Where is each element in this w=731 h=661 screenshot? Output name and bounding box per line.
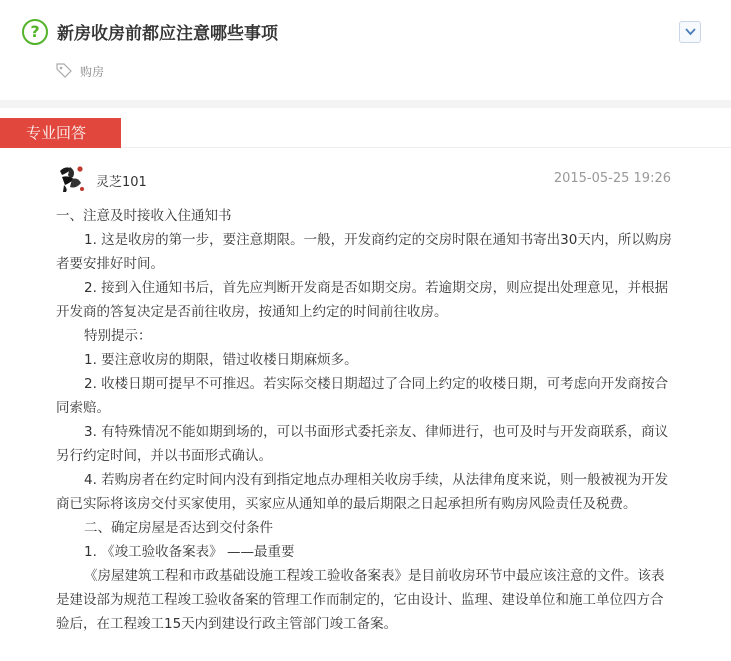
chevron-down-icon	[685, 28, 696, 36]
answer-paragraph: 《房屋建筑工程和市政基础设施工程竣工验收备案表》是目前收房环节中最应该注意的文件。该表是建设部为规范工程竣工验收备案的管理工作而制定的，它由设计、监理、建设单位和施工单位四方合验后，在工程竣工15天内到建设行政主管部门竣工备案。	[56, 568, 665, 632]
answer-paragraph: 特别提示：	[84, 328, 152, 344]
answer-paragraph: 1. 《竣工验收备案表》 ——最重要	[84, 544, 295, 560]
post-date: 2015-05-25 19:26	[553, 171, 671, 186]
section-divider	[0, 100, 731, 108]
question-header	[0, 0, 731, 100]
answer-paragraph: 4. 若购房者在约定时间内没有到指定地点办理相关收房手续，从法律角度来说，则一般被视为开发商已实际将该房交付买家使用，买家应从通知单的最后期限之日起承担所有购房风险责任及税费。	[56, 472, 669, 512]
answer-paragraph: 3. 有特殊情况不能如期到场的，可以书面形式委托亲友、律师进行，也可及时与开发商联系，商议另行约定时间，并以书面形式确认。	[56, 424, 669, 464]
answer-paragraph: 1. 这是收房的第一步，要注意期限。一般，开发商约定的交房时限在通知书寄出30天内，所以购房者要安排好时间。	[56, 232, 672, 272]
professional-answer-tab: 专业回答	[0, 118, 121, 148]
avatar[interactable]	[56, 163, 86, 193]
tag-label[interactable]: 购房	[80, 65, 105, 79]
answer-paragraph: 一、注意及时接收入住通知书	[56, 208, 232, 224]
collapse-button[interactable]	[679, 21, 701, 43]
answer-body	[56, 204, 676, 636]
tab-underline	[121, 147, 731, 148]
tag-icon	[55, 62, 73, 78]
answer-paragraph: 1. 要注意收房的期限，错过收楼日期麻烦多。	[84, 352, 358, 368]
answer-paragraph: 2. 接到入住通知书后，首先应判断开发商是否如期交房。若逾期交房，则应提出处理意见，并根据开发商的答复决定是否前往收房，按通知上约定的时间前往收房。	[56, 280, 669, 320]
question-title: 新房收房前都应注意哪些事项	[57, 24, 278, 44]
question-circle-icon: ?	[22, 19, 48, 45]
answer-paragraph: 二、确定房屋是否达到交付条件	[84, 520, 273, 536]
answer-paragraph: 2. 收楼日期可提早不可推迟。若实际交楼日期超过了合同上约定的收楼日期，可考虑向开发商按合同索赔。	[56, 376, 669, 416]
author-name[interactable]: 灵芝101	[96, 175, 147, 190]
